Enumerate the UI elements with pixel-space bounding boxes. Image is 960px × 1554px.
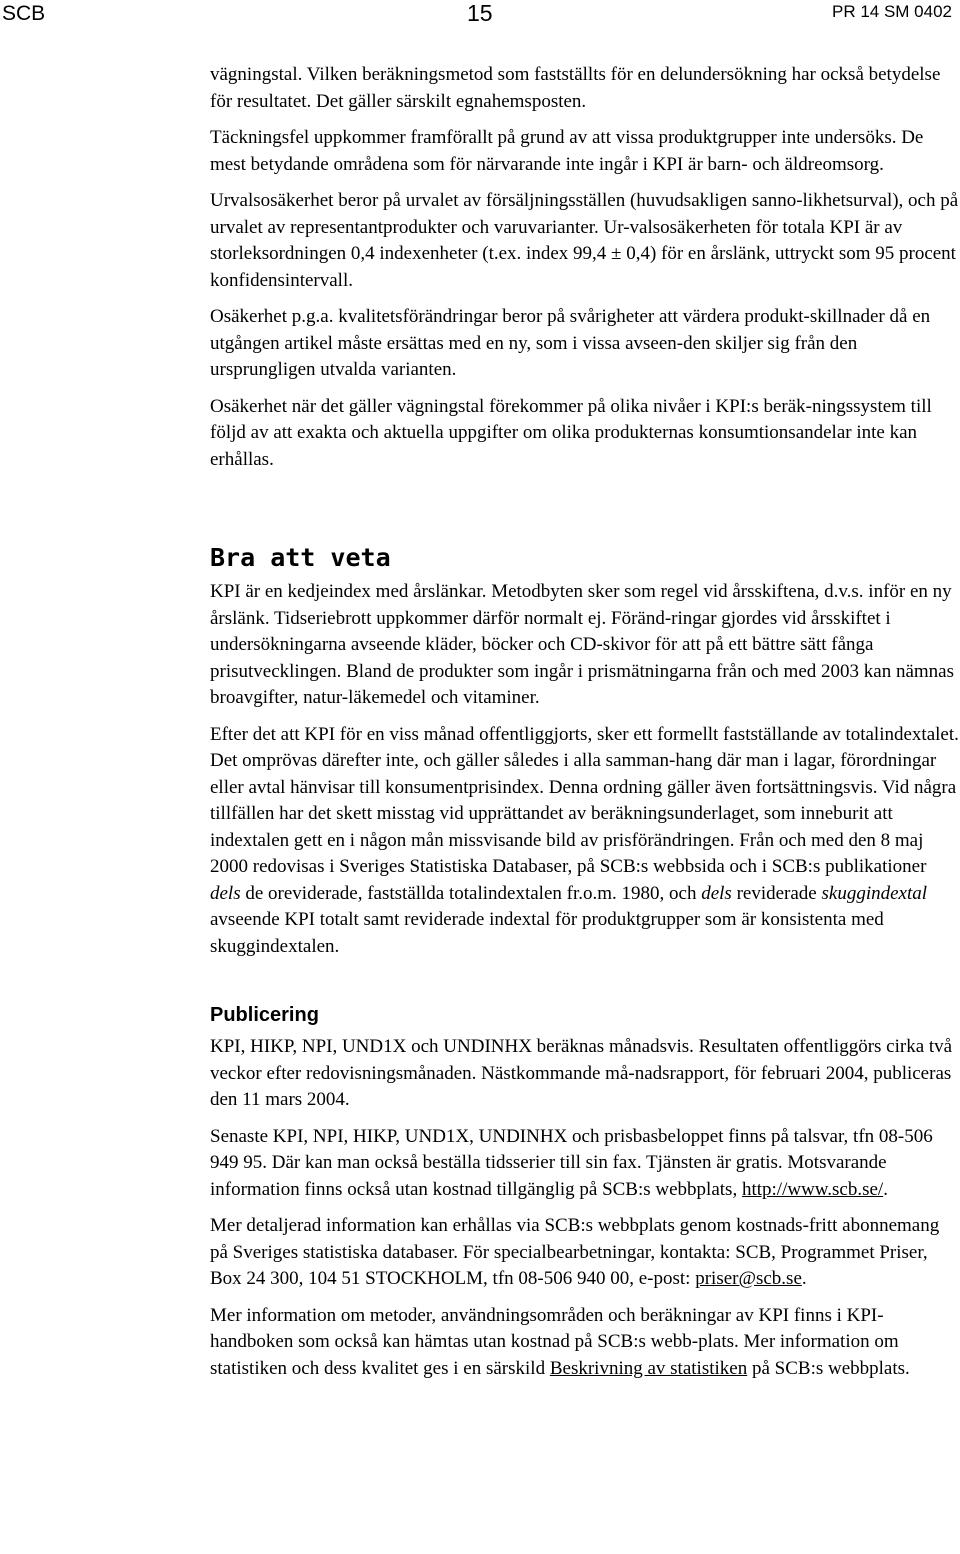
intro-paragraph-weights: vägningstal. Vilken beräkningsmetod som fastställts för en delundersökning har också betydelse för resultatet. Det gäller särskilt egnahemsposten.	[210, 64, 941, 112]
email-link[interactable]: priser@scb.se	[695, 1268, 802, 1289]
emphasis-dels: dels	[210, 882, 241, 904]
pub-paragraph-schedule: KPI, HIKP, NPI, UND1X och UNDINHX beräknas månadsvis. Resultaten offentliggörs cirka två veckor efter redovisningsmånaden. Nästkommande må-nadsrapport, för februari 2004, publiceras den 11 mars 2004.	[210, 1036, 953, 1110]
text-run: Efter det att KPI för en viss månad offentliggjorts, sker ett formellt fastställande av totalindextalet. Det omprövas därefter inte, och gäller således i alla samman-hang där man i lagar, förordningar eller avtal hänvisar till konsumentprisindex. Denna ordning gäller även fortsättningsvis. Vid några tillfällen har det skett misstag vid upprättandet av beräkningsunderlaget, som inneburit att indextalen gett en i någon mån missvisande bild av prisförändringen. Från och med den 8 maj 2000 redovisas i Sveriges Statistiska Databaser, på SCB:s webbsida och i SCB:s publikationer	[210, 723, 959, 877]
text-run: .	[883, 1178, 888, 1200]
intro-paragraph-sampling: Urvalsosäkerhet beror på urvalet av försäljningsställen (huvudsakligen sanno-likhetsurval), och på urvalet av representantprodukter och varuvarianter. Ur-valsosäkerheten för totala KPI är av storleksordningen 0,4 indexenheter (t.ex. index 99,4 ± 0,4) för en årslänk, uttryckt som 95 procent konfidensintervall.	[210, 190, 959, 291]
bra-paragraph-revisions	[210, 722, 960, 961]
page-header	[0, 0, 960, 30]
intro-paragraph-weighting: Osäkerhet när det gäller vägningstal förekommer på olika nivåer i KPI:s beräk-ningssystem till följd av att exakta och aktuella uppgifter om olika produkternas konsumtionsandelar inte kan erhållas.	[210, 395, 932, 470]
pub-paragraph-contact	[210, 1213, 960, 1293]
bra-paragraph-chain-index: KPI är en kedjeindex med årslänkar. Metodbyten sker som regel vid årsskiftena, d.v.s. inför en ny årslänk. Tidseriebrott uppkommer därför normalt ej. Föränd-ringar gjordes vid årsskiftet i undersökningarna avseende kläder, böcker och CD-skivor för att på ett bättre sätt fånga prisutvecklingen. Bland de produkter som ingår i prismätningarna från och med 2003 kan nämnas broavgifter, natur-läkemedel och vitaminer.	[210, 581, 954, 708]
scb-website-link[interactable]: http://www.scb.se/	[741, 1178, 884, 1200]
pub-paragraph-talsvar	[210, 1124, 960, 1204]
pub-paragraph-handbook	[210, 1303, 960, 1383]
text-run: Mer information om metoder, användningsområden och beräkningar av KPI finns i KPI-handboken som också kan hämtas utan kostnad på SCB:s webb-plats. Mer information om statistiken och dess kvalitet ges i en särskild	[210, 1304, 899, 1379]
header-report-id: PR 14 SM 0402	[831, 2, 952, 21]
emphasis-dels: dels	[701, 882, 732, 904]
text-run: Mer detaljerad information kan erhållas via SCB:s webbplats genom kostnads-fritt abonnemang på Sveriges statistiska databaser. För specialbearbetningar, kontakta: SCB, Programmet Priser, Box 24 300, 104 51 STOCKHOLM, tfn 08-506 940 00, e-post:	[210, 1215, 940, 1289]
section-heading-publicering: Publicering	[210, 1004, 319, 1026]
intro-paragraph-quality: Osäkerhet p.g.a. kvalitetsförändringar beror på svårigheter att värdera produkt-skillnader då en utgången artikel måste ersättas med en ny, som i vissa avseen-den skiljer sig från den ursprungligen utvalda varianten.	[210, 306, 931, 380]
beskrivning-link[interactable]: Beskrivning av statistiken	[549, 1357, 748, 1379]
intro-paragraph-coverage: Täckningsfel uppkommer framförallt på grund av att vissa produktgrupper inte undersöks. De mest betydande områdena som för närvarande inte ingår i KPI är barn- och äldreomsorg.	[210, 127, 924, 175]
text-run: reviderade	[731, 882, 822, 904]
document-body	[210, 62, 960, 1382]
text-run: Senaste KPI, NPI, HIKP, UND1X, UNDINHX och prisbasbeloppet finns på talsvar, tfn 08-506 949 95. Där kan man också beställa tidsserier till sin fax. Tjänsten är gratis. Motsvarande information finns också utan kostnad tillgänglig på SCB:s webbplats,	[210, 1125, 933, 1200]
text-run: avseende KPI totalt samt reviderade indextal för produktgrupper som är konsistenta med skuggindextalen.	[210, 909, 884, 957]
header-org: SCB	[2, 2, 46, 25]
emphasis-skuggindextal: skuggindextal	[821, 882, 928, 904]
page-number: 15	[467, 0, 493, 26]
text-run: de oreviderade, fastställda totalindextalen fr.o.m. 1980, och	[240, 882, 702, 904]
section-heading-bra-att-veta: Bra att veta	[210, 543, 391, 572]
text-run: .	[801, 1268, 807, 1289]
text-run: på SCB:s webbplats.	[747, 1357, 910, 1379]
